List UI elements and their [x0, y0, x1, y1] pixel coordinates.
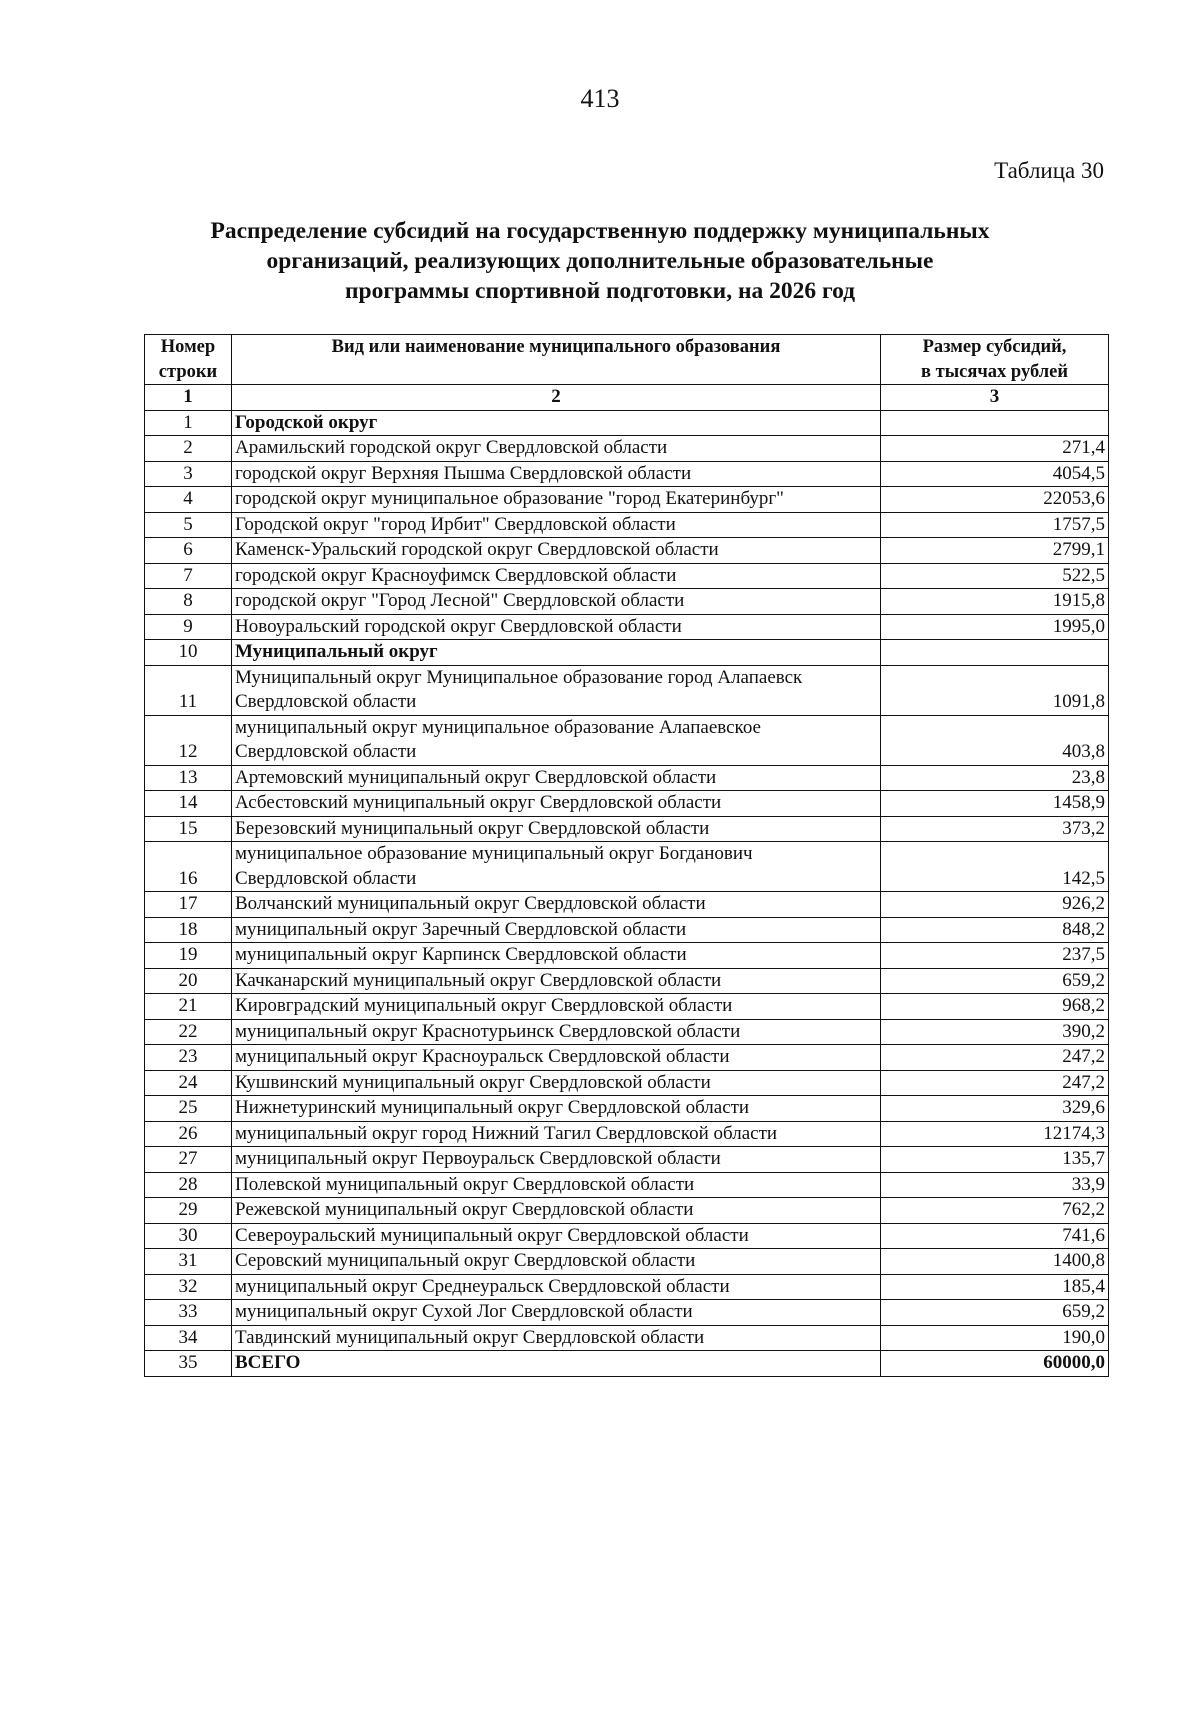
row-number: 31 [145, 1249, 232, 1275]
municipality-name-line: муниципальный округ Красноуральск Свердловской области [235, 1046, 730, 1067]
table-row [145, 1172, 1109, 1198]
municipality-name [232, 1249, 881, 1275]
municipality-name [232, 1325, 881, 1351]
table-row [145, 765, 1109, 791]
table-row [145, 1096, 1109, 1122]
row-number: 6 [145, 538, 232, 564]
row-number: 28 [145, 1172, 232, 1198]
municipality-name-line: Арамильский городской округ Свердловской области [235, 437, 668, 458]
table-row [145, 614, 1109, 640]
subsidy-amount: 247,2 [881, 1045, 1109, 1071]
row-number: 34 [145, 1325, 232, 1351]
subsidy-amount [881, 640, 1109, 666]
municipality-name [232, 816, 881, 842]
row-number: 33 [145, 1300, 232, 1326]
row-number: 3 [145, 461, 232, 487]
row-number: 5 [145, 512, 232, 538]
municipality-name-line: Новоуральский городской округ Свердловской области [235, 615, 682, 637]
municipality-name [232, 917, 881, 943]
municipality-name-line: Кушвинский муниципальный округ Свердловской области [235, 1071, 711, 1093]
table-row [145, 1198, 1109, 1224]
header-amount-line: в тысячах рублей [920, 361, 1068, 382]
municipality-name-line: Городской округ [235, 411, 378, 433]
table-row [145, 968, 1109, 994]
municipality-name-line: Городской округ "город Ирбит" Свердловской области [235, 513, 676, 535]
row-number: 23 [145, 1045, 232, 1071]
municipality-name [232, 892, 881, 918]
municipality-name [232, 1172, 881, 1198]
subsidy-amount: 926,2 [881, 892, 1109, 918]
table-row [145, 1249, 1109, 1275]
table-body [145, 410, 1109, 1376]
table-row [145, 1223, 1109, 1249]
subsidy-amount: 185,4 [881, 1274, 1109, 1300]
subsidy-amount: 1458,9 [881, 791, 1109, 817]
header-municipality: Вид или наименование муниципального образования [232, 335, 881, 385]
subsidy-amount: 1400,8 [881, 1249, 1109, 1275]
table-row [145, 665, 1109, 715]
subsidy-amount: 247,2 [881, 1070, 1109, 1096]
municipality-name-line: Каменск-Уральский городской округ Свердловской области [235, 539, 719, 560]
municipality-name-line: Свердловской области [235, 691, 417, 712]
subsidy-amount: 373,2 [881, 816, 1109, 842]
row-number: 1 [145, 410, 232, 436]
municipality-name-line: Серовский муниципальный округ Свердловской области [235, 1250, 696, 1271]
subsidy-amount: 1995,0 [881, 614, 1109, 640]
subsidy-amount: 4054,5 [881, 461, 1109, 487]
row-number: 24 [145, 1070, 232, 1096]
subsidy-amount: 135,7 [881, 1147, 1109, 1173]
table-row [145, 1147, 1109, 1173]
row-number: 4 [145, 487, 232, 513]
row-number: 8 [145, 589, 232, 615]
municipality-name [232, 512, 881, 538]
subsidy-amount: 968,2 [881, 994, 1109, 1020]
municipality-name [232, 994, 881, 1020]
table-row [145, 842, 1109, 892]
municipality-name-line: муниципальный округ Первоуральск Свердловской области [235, 1148, 721, 1169]
municipality-name-line: Режевской муниципальный округ Свердловской области [235, 1199, 694, 1220]
table-row [145, 436, 1109, 462]
municipality-name [232, 436, 881, 462]
row-number: 10 [145, 640, 232, 666]
subsidy-amount: 522,5 [881, 563, 1109, 589]
header-amount-line: Размер субсидий, [922, 337, 1067, 357]
table-row [145, 994, 1109, 1020]
municipality-name [232, 842, 881, 892]
row-number: 21 [145, 994, 232, 1020]
subsidy-amount: 1915,8 [881, 589, 1109, 615]
municipality-name [232, 665, 881, 715]
municipality-name [232, 461, 881, 487]
row-number: 35 [145, 1351, 232, 1377]
municipality-name [232, 968, 881, 994]
municipality-name-line: Полевской муниципальный округ Свердловской области [235, 1173, 695, 1195]
municipality-name-line: Кировградский муниципальный округ Свердловской области [235, 995, 733, 1016]
municipality-name [232, 765, 881, 791]
municipality-name-line: Нижнетуринский муниципальный округ Свердловской области [235, 1097, 750, 1118]
total-row [145, 1351, 1109, 1377]
municipality-name-line: Качканарский муниципальный округ Свердловской области [235, 969, 722, 991]
subsidy-amount: 142,5 [881, 842, 1109, 892]
municipality-name [232, 1274, 881, 1300]
subsidy-amount: 60000,0 [881, 1351, 1109, 1377]
municipality-name [232, 589, 881, 615]
column-number: 3 [881, 385, 1109, 411]
row-number: 9 [145, 614, 232, 640]
municipality-name [232, 640, 881, 666]
municipality-name [232, 1300, 881, 1326]
municipality-name-line: муниципальное образование муниципальный округ Богданович [235, 843, 753, 864]
row-number: 12 [145, 715, 232, 765]
municipality-name-line: Артемовский муниципальный округ Свердловской области [235, 766, 717, 788]
subsidy-amount: 390,2 [881, 1019, 1109, 1045]
subsidy-amount: 848,2 [881, 917, 1109, 943]
subsidy-amount: 12174,3 [881, 1121, 1109, 1147]
municipality-name-line: Муниципальный округ [235, 641, 438, 662]
municipality-name-line: городской округ Красноуфимск Свердловской области [235, 564, 677, 586]
municipality-name [232, 563, 881, 589]
header-row-number-line: Номер [160, 337, 216, 357]
municipality-name [232, 1121, 881, 1147]
row-number: 15 [145, 816, 232, 842]
table-label: Таблица 30 [994, 158, 1104, 183]
row-number: 30 [145, 1223, 232, 1249]
municipality-name [232, 715, 881, 765]
municipality-name-line: муниципальный округ Заречный Свердловской области [235, 918, 687, 940]
table-row [145, 1121, 1109, 1147]
row-number: 14 [145, 791, 232, 817]
table-row [145, 917, 1109, 943]
header-row-number-line: строки [158, 361, 218, 382]
municipality-name-line: Свердловской области [235, 867, 417, 889]
subsidy-amount: 659,2 [881, 968, 1109, 994]
row-number: 27 [145, 1147, 232, 1173]
table-row [145, 791, 1109, 817]
municipality-name-line: Березовский муниципальный округ Свердловской области [235, 817, 710, 839]
municipality-name-line: муниципальный округ Сухой Лог Свердловской области [235, 1301, 693, 1322]
table-row [145, 538, 1109, 564]
column-number: 1 [145, 385, 232, 411]
row-number: 20 [145, 968, 232, 994]
table-row [145, 715, 1109, 765]
column-number: 2 [232, 385, 881, 411]
section-row [145, 640, 1109, 666]
municipality-name-line: муниципальный округ муниципальное образование Алапаевское [235, 716, 761, 738]
municipality-name [232, 1147, 881, 1173]
subsidy-amount: 659,2 [881, 1300, 1109, 1326]
subsidy-amount: 190,0 [881, 1325, 1109, 1351]
table-row [145, 1070, 1109, 1096]
municipality-name-line: муниципальный округ Среднеуральск Свердловской области [235, 1275, 730, 1297]
row-number: 11 [145, 665, 232, 715]
subsidy-amount: 329,6 [881, 1096, 1109, 1122]
table-row [145, 816, 1109, 842]
subsidy-amount: 1091,8 [881, 665, 1109, 715]
document-title [140, 216, 1060, 306]
table-row [145, 1019, 1109, 1045]
subsidy-amount: 2799,1 [881, 538, 1109, 564]
municipality-name [232, 943, 881, 969]
row-number: 17 [145, 892, 232, 918]
municipality-name-line: муниципальный округ Карпинск Свердловской области [235, 944, 687, 965]
municipality-name [232, 614, 881, 640]
row-number: 7 [145, 563, 232, 589]
municipality-name-line: городской округ "Город Лесной" Свердловской области [235, 590, 685, 611]
municipality-name [232, 1070, 881, 1096]
table-row [145, 1045, 1109, 1071]
table-row [145, 563, 1109, 589]
row-number: 26 [145, 1121, 232, 1147]
municipality-name [232, 791, 881, 817]
subsidy-amount [881, 410, 1109, 436]
municipality-name-line: Североуральский муниципальный округ Свердловской области [235, 1224, 749, 1246]
municipality-name [232, 1096, 881, 1122]
municipality-name-line: городской округ Верхняя Пышма Свердловской области [235, 462, 692, 484]
municipality-name-line: Тавдинский муниципальный округ Свердловской области [235, 1326, 705, 1348]
subsidy-amount: 33,9 [881, 1172, 1109, 1198]
municipality-name [232, 1223, 881, 1249]
municipality-name [232, 538, 881, 564]
table-row [145, 512, 1109, 538]
municipality-name-line: Свердловской области [235, 741, 417, 762]
title-line: программы спортивной подготовки, на 2026 год [344, 278, 856, 304]
municipality-name-line: Волчанский муниципальный округ Свердловской области [235, 893, 706, 914]
title-line: организаций, реализующих дополнительные образовательные [266, 248, 934, 274]
table-row [145, 487, 1109, 513]
header-subsidy-amount [881, 335, 1109, 385]
table-row [145, 1325, 1109, 1351]
municipality-name [232, 487, 881, 513]
subsidy-amount: 762,2 [881, 1198, 1109, 1224]
table-header-row [145, 335, 1109, 385]
subsidy-amount: 403,8 [881, 715, 1109, 765]
subsidies-table [144, 334, 1109, 1377]
row-number: 13 [145, 765, 232, 791]
row-number: 25 [145, 1096, 232, 1122]
row-number: 16 [145, 842, 232, 892]
municipality-name [232, 1351, 881, 1377]
column-numbers-row [145, 385, 1109, 411]
header-row-number [145, 335, 232, 385]
title-line: Распределение субсидий на государственную поддержку муниципальных [210, 218, 990, 244]
municipality-name-line: муниципальный округ Краснотурьинск Свердловской области [235, 1020, 741, 1042]
page-number: 413 [580, 84, 620, 113]
municipality-name-line: городской округ муниципальное образование "город Екатеринбург" [235, 488, 784, 509]
row-number: 29 [145, 1198, 232, 1224]
subsidy-amount: 271,4 [881, 436, 1109, 462]
table-row [145, 461, 1109, 487]
municipality-name [232, 410, 881, 436]
municipality-name [232, 1045, 881, 1071]
row-number: 19 [145, 943, 232, 969]
table-row [145, 943, 1109, 969]
row-number: 32 [145, 1274, 232, 1300]
municipality-name [232, 1198, 881, 1224]
section-row [145, 410, 1109, 436]
subsidy-amount: 22053,6 [881, 487, 1109, 513]
municipality-name-line: муниципальный округ город Нижний Тагил Свердловской области [235, 1122, 778, 1144]
subsidy-amount: 741,6 [881, 1223, 1109, 1249]
subsidy-amount: 1757,5 [881, 512, 1109, 538]
municipality-name-line: ВСЕГО [235, 1352, 301, 1373]
table-row [145, 1300, 1109, 1326]
municipality-name-line: Асбестовский муниципальный округ Свердловской области [235, 792, 722, 813]
municipality-name [232, 1019, 881, 1045]
table-row [145, 892, 1109, 918]
row-number: 22 [145, 1019, 232, 1045]
row-number: 2 [145, 436, 232, 462]
table-row [145, 589, 1109, 615]
subsidy-amount: 23,8 [881, 765, 1109, 791]
table-row [145, 1274, 1109, 1300]
subsidy-amount: 237,5 [881, 943, 1109, 969]
row-number: 18 [145, 917, 232, 943]
municipality-name-line: Муниципальный округ Муниципальное образование город Алапаевск [235, 666, 803, 688]
